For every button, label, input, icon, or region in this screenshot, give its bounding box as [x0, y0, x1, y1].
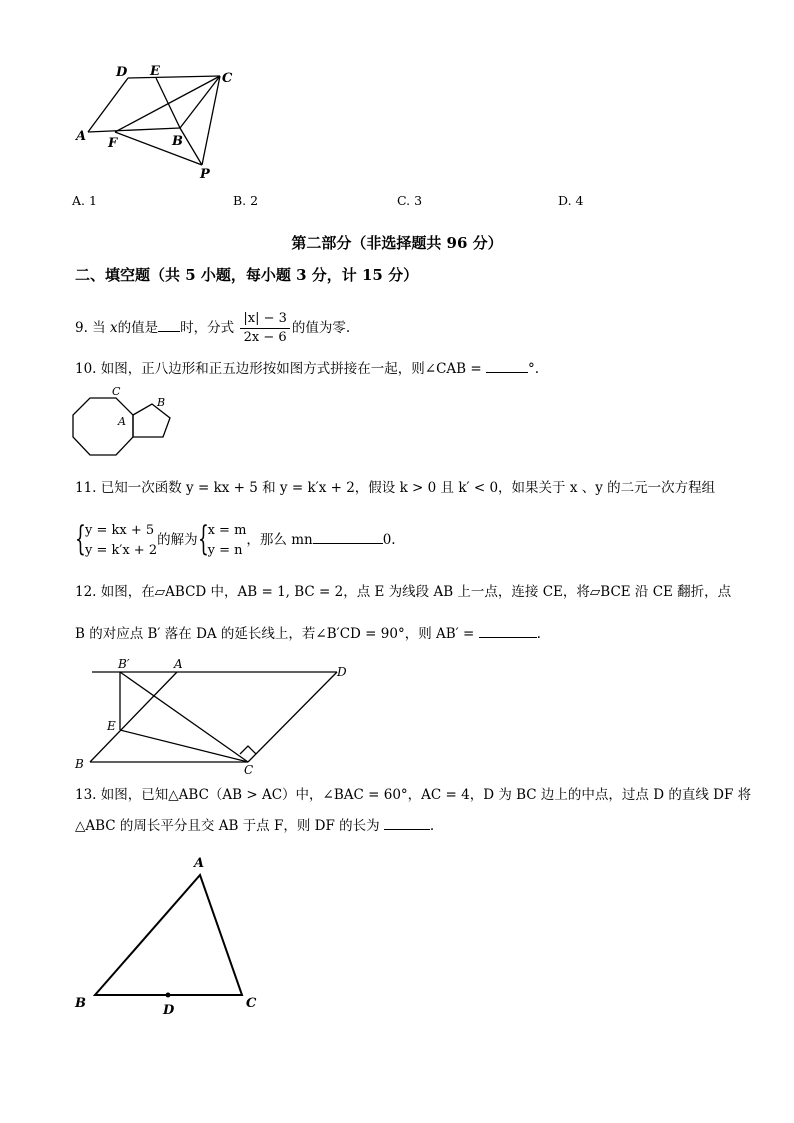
label-c: C — [222, 71, 233, 86]
q9-var: x — [109, 320, 118, 336]
question-12-line2 — [75, 623, 541, 644]
q9-fraction — [240, 310, 290, 347]
q11-end: 0. — [382, 532, 396, 548]
q9-mid: 的值是 — [117, 320, 159, 336]
q9-prefix: 9. 当 — [75, 320, 106, 336]
q9-suffix: 的值为零. — [291, 320, 351, 336]
option-c[interactable]: C. 3 — [397, 193, 423, 208]
option-a[interactable]: A. 1 — [72, 193, 97, 208]
q11-sol2: y = n — [207, 542, 243, 558]
question-11-line1: 11. 已知一次函数 y = kx + 5 和 y = k′x + 2，假设 k > 0 且 k′ < 0，如果关于 x 、y 的二元一次方程组 — [75, 480, 716, 496]
q12-line2-text: B 的对应点 B′ 落在 DA 的延长线上，若∠B′CD = 90°，则 AB′ = — [75, 626, 475, 642]
midpoint-d-marker — [166, 993, 171, 998]
option-b[interactable]: B. 2 — [233, 193, 259, 208]
q13-blank[interactable] — [384, 815, 430, 830]
label-e: E — [150, 64, 160, 79]
q13-label-a: A — [194, 856, 205, 871]
q13-line2-end: . — [429, 818, 435, 834]
q10-label-a: A — [118, 415, 126, 428]
label-f: F — [108, 136, 118, 151]
q9-after: 时，分式 — [180, 320, 235, 336]
q12-label-b: B — [75, 757, 84, 771]
q12-line2-end: . — [536, 626, 541, 642]
option-d[interactable]: D. 4 — [558, 193, 584, 208]
q12-label-e: E — [107, 719, 116, 733]
q13-line2-text: △ABC 的周长平分且交 AB 于点 F，则 DF 的长为 — [75, 818, 380, 834]
q13-label-d: D — [163, 1003, 175, 1018]
figure-quadrilateral — [70, 60, 250, 185]
label-p: P — [200, 167, 210, 182]
q10-text: 10. 如图，正八边形和正五边形按如图方式拼接在一起，则∠CAB = — [75, 361, 482, 377]
figure-parallelogram — [72, 654, 362, 779]
q12-label-c: C — [244, 763, 254, 777]
q11-solution-system: { x = m y = n — [197, 518, 247, 559]
section-title: 二、填空题（共 5 小题，每小题 3 分，计 15 分） — [75, 266, 419, 284]
q10-blank[interactable] — [486, 358, 528, 373]
q11-sol1: x = m — [207, 522, 247, 538]
q10-suffix: °. — [527, 361, 540, 377]
part-title: 第二部分（非选择题共 96 分） — [291, 234, 503, 252]
q11-blank[interactable] — [313, 529, 383, 544]
q10-label-b: B — [157, 396, 166, 409]
q10-label-c: C — [112, 385, 121, 398]
q11-equation-system: { y = kx + 5 y = k′x + 2 — [75, 518, 158, 559]
q12-label-d: D — [337, 665, 347, 679]
figure-octagon-pentagon — [70, 384, 180, 459]
q11-tail: ，那么 mn — [246, 532, 313, 548]
label-d: D — [116, 65, 128, 80]
q9-denominator: 2x − 6 — [243, 330, 287, 345]
q11-eq1: y = kx + 5 — [85, 522, 155, 538]
question-11-line2 — [75, 520, 396, 561]
label-a: A — [76, 129, 87, 144]
q12-label-a: A — [174, 657, 183, 671]
question-9 — [75, 310, 350, 347]
q13-label-c: C — [246, 996, 257, 1011]
label-b: B — [172, 134, 183, 149]
question-10 — [75, 358, 539, 379]
question-12-line1: 12. 如图，在▱ABCD 中，AB = 1, BC = 2，点 E 为线段 AB 上一点，连接 CE，将▱BCE 沿 CE 翻折，点 — [75, 584, 732, 600]
question-13-line2 — [75, 815, 434, 836]
q9-blank[interactable] — [158, 317, 180, 332]
q13-label-b: B — [75, 996, 86, 1011]
figure-triangle — [70, 850, 270, 1020]
q11-eq2: y = k′x + 2 — [85, 542, 158, 558]
question-13-line1: 13. 如图，已知△ABC（AB > AC）中，∠BAC = 60°，AC = 4，D 为 BC 边上的中点，过点 D 的直线 DF 将 — [75, 787, 752, 803]
q12-blank[interactable] — [479, 623, 537, 638]
q12-label-bprime: B′ — [118, 657, 130, 671]
q11-mid: 的解为 — [157, 532, 198, 548]
q9-numerator: |x| − 3 — [240, 310, 290, 329]
